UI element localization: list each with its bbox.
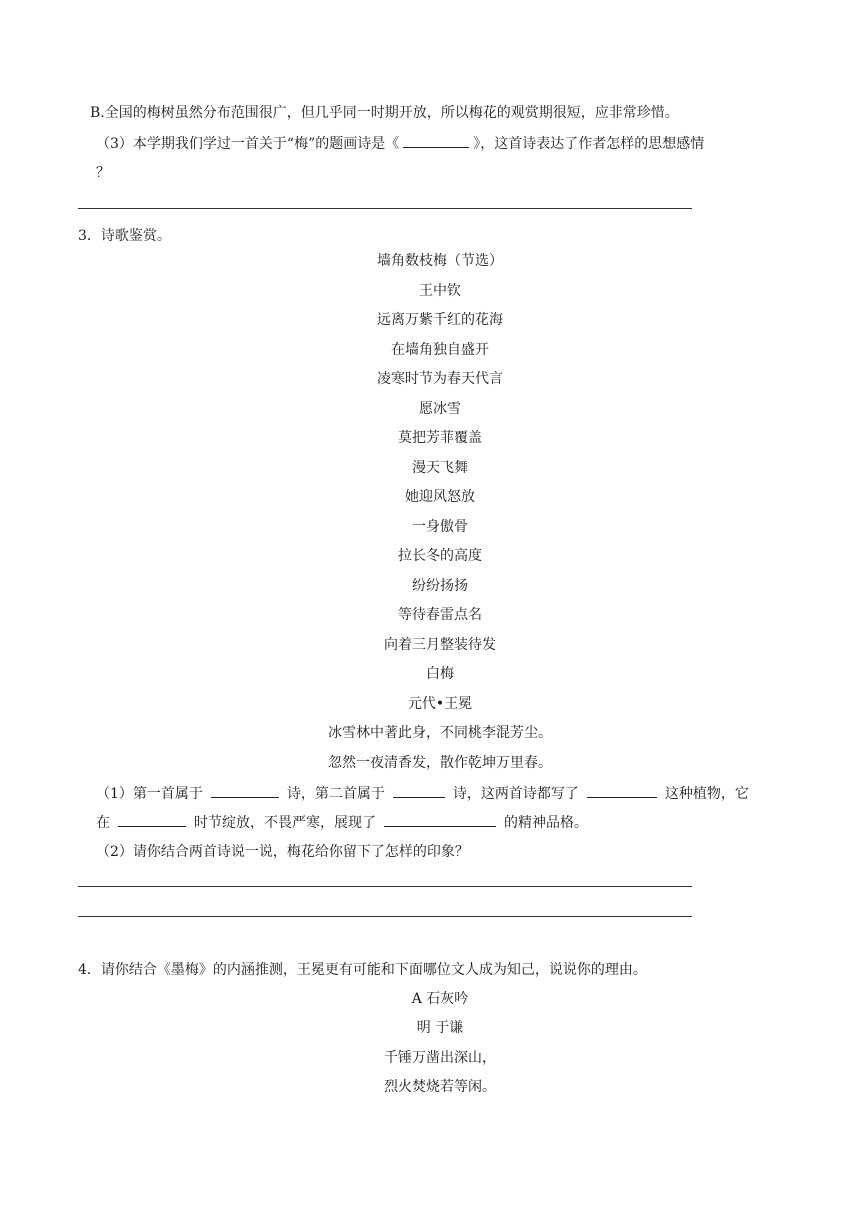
poem1-line: 拉长冬的高度 (398, 548, 482, 564)
q3-sub1-blank-5[interactable] (384, 812, 496, 827)
q3-sub1-text: （1）第一首属于 (96, 786, 203, 802)
poem1-line: 等待春雷点名 (398, 607, 482, 623)
poem1-title: 墙角数枝梅（节选） (377, 253, 503, 269)
q2-sub3-text-2: 》，这首诗表达了作者怎样的思想感情 (473, 136, 705, 152)
poem1-line: 愿冰雪 (419, 401, 461, 417)
q2-answer-line[interactable] (78, 208, 692, 209)
q3-sub1-text: 时节绽放，不畏严寒，展现了 (194, 815, 376, 831)
q4-poem-author: 明 于谦 (416, 1020, 464, 1036)
q3-sub1-blank-1[interactable] (211, 783, 279, 798)
q3-answer-line-1[interactable] (78, 886, 692, 887)
q3-sub1-text: 的精神品格。 (504, 815, 588, 831)
q3-sub1-line2 (96, 812, 588, 833)
q3-sub1-text: 诗，这两首诗都写了 (452, 786, 579, 802)
q4-poem-line: 烈火焚烧若等闲。 (384, 1079, 496, 1095)
poem1-line: 远离万紫千红的花海 (377, 312, 503, 328)
poem2-line: 忽然一夜清香发，散作乾坤万里春。 (328, 755, 552, 771)
q2-sub3-text-1: （3）本学期我们学过一首关于“梅”的题画诗是《 (96, 136, 400, 152)
q3-sub1-text: 在 (96, 815, 110, 831)
q4-heading: 4．请你结合《墨梅》的内涵推测，王冕更有可能和下面哪位文人成为知己，说说你的理由。 (78, 962, 647, 978)
q3-heading: 3．诗歌鉴赏。 (78, 228, 171, 244)
poem2-line: 冰雪林中著此身，不同桃李混芳尘。 (328, 725, 552, 741)
q4-poem-title: A 石灰吟 (411, 991, 469, 1007)
poem1-line: 莫把芳菲覆盖 (398, 430, 482, 446)
poem1-line: 她迎风怒放 (405, 489, 475, 505)
poem1-line: 漫天飞舞 (412, 460, 468, 476)
q3-sub1-blank-4[interactable] (118, 812, 186, 827)
poem1-line: 在墙角独自盛开 (391, 342, 489, 358)
q2-sub3 (96, 133, 704, 154)
q3-sub1-blank-3[interactable] (587, 783, 657, 798)
q4-poem-line: 千锤万凿出深山， (384, 1050, 496, 1066)
q3-sub1-text: 这种植物，它 (664, 786, 749, 802)
poem2-title: 白梅 (426, 666, 454, 682)
q3-sub1-line1 (96, 783, 749, 804)
q3-answer-line-2[interactable] (78, 916, 692, 917)
q2-sub3-question-mark: ？ (96, 165, 110, 181)
poem1-author: 王中钦 (419, 283, 461, 299)
q3-sub2: （2）请你结合两首诗说一说，梅花给你留下了怎样的印象？ (96, 844, 469, 860)
poem1-line: 向着三月整装待发 (384, 637, 496, 653)
poem1-line: 纷纷扬扬 (412, 578, 468, 594)
q2-option-b: B.全国的梅树虽然分布范围很广，但几乎同一时期开放，所以梅花的观赏期很短，应非常珍惜。 (90, 105, 679, 121)
q3-sub1-blank-2[interactable] (393, 783, 445, 798)
poem1-line: 凌寒时节为春天代言 (377, 371, 503, 387)
q2-sub3-blank[interactable] (403, 133, 469, 148)
q3-sub1-text: 诗，第二首属于 (286, 786, 385, 802)
poem1-line: 一身傲骨 (412, 519, 468, 535)
poem2-author: 元代•王冕 (407, 696, 473, 712)
